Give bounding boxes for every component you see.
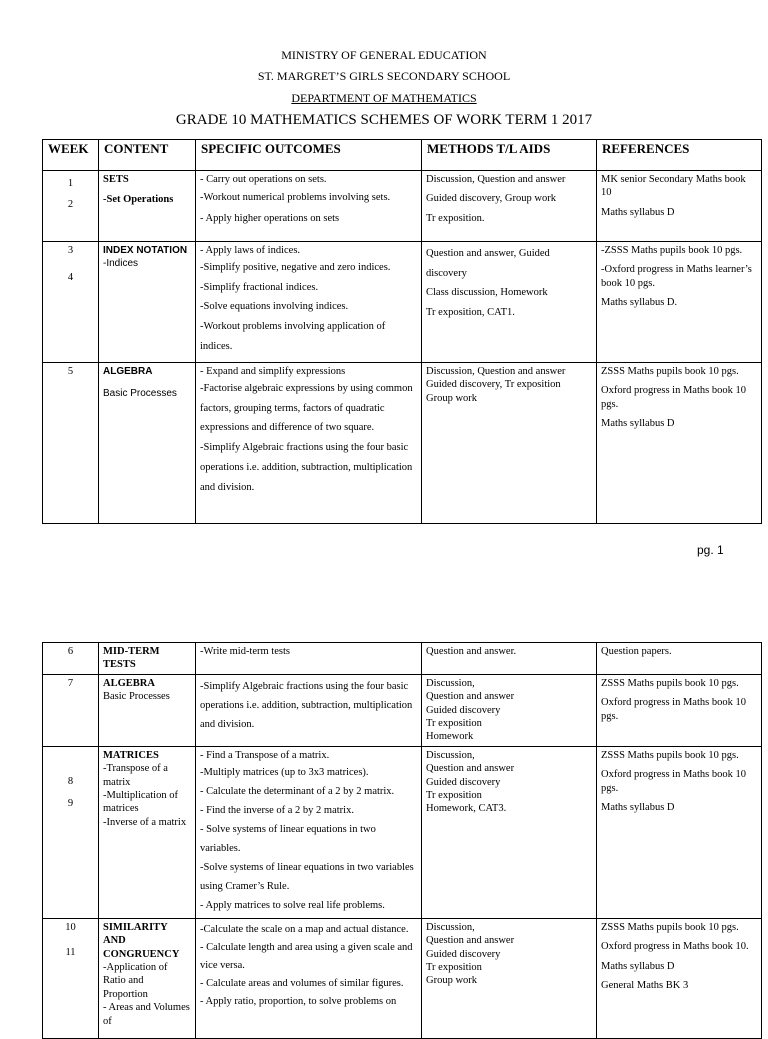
outcome-item: - Find the inverse of a 2 by 2 matrix. <box>200 804 354 816</box>
outcome-item: - Calculate the determinant of a 2 by 2 matrix. <box>200 785 395 797</box>
week-number: 9 <box>67 798 74 810</box>
table-row-mid-term <box>43 643 762 675</box>
outcome-item: -Simplify positive, negative and zero indices. <box>200 262 391 273</box>
methods-cell <box>422 363 597 524</box>
week-number: 3 <box>67 245 74 256</box>
week-cell <box>43 171 99 242</box>
references-cell <box>597 674 762 746</box>
outcome-item: -Workout numerical problems involving sets. <box>200 192 391 203</box>
reference-item: ZSSS Maths pupils book 10 pgs. <box>601 921 739 933</box>
col-header-content: CONTENT <box>99 140 196 171</box>
references-cell <box>597 363 762 524</box>
week-number: 6 <box>67 646 74 657</box>
method-item: Discussion, <box>426 921 475 933</box>
reference-item: -Oxford progress in Maths learner’s book 10 pgs. <box>601 264 752 289</box>
week-number: 5 <box>67 366 74 377</box>
reference-item: Question papers. <box>601 646 672 657</box>
reference-item: Oxford progress in Maths book 10 pgs. <box>601 769 746 794</box>
methods-cell <box>422 918 597 1038</box>
references-cell <box>597 746 762 918</box>
page-number: pg. 1 <box>697 543 724 557</box>
content-title: ALGEBRA <box>103 677 155 689</box>
methods-cell <box>422 674 597 746</box>
method-item: Tr exposition <box>426 718 482 730</box>
content-subtitle: -Inverse of a matrix <box>103 816 187 828</box>
methods-cell <box>422 171 597 242</box>
content-subtitle: -Transpose of a matrix <box>103 763 168 788</box>
col-header-methods: METHODS T/L AIDS <box>422 140 597 171</box>
content-cell <box>99 918 196 1038</box>
method-item: Discussion, <box>426 749 475 761</box>
outcome-item: - Calculate areas and volumes of similar figures. <box>200 977 404 989</box>
week-cell <box>43 918 99 1038</box>
method-item: Tr exposition, CAT1. <box>426 307 515 319</box>
reference-item: -ZSSS Maths pupils book 10 pgs. <box>601 245 743 256</box>
content-title: SETS <box>103 174 129 185</box>
reference-item: Oxford progress in Maths book 10. <box>601 941 749 953</box>
outcome-item: -Factorise algebraic expressions by using common factors, grouping terms, factors of quadratic expressions and difference of two square. <box>200 383 413 434</box>
reference-item: MK senior Secondary Maths book 10 <box>601 174 746 199</box>
reference-item: General Maths BK 3 <box>601 980 689 992</box>
method-item: Question and answer, Guided discovery <box>426 248 550 279</box>
method-item: Class discussion, Homework <box>426 287 548 299</box>
method-item: Homework <box>426 731 474 743</box>
outcome-item: - Expand and simplify expressions <box>200 366 346 377</box>
method-item: Tr exposition <box>426 790 482 802</box>
week-number: 8 <box>67 775 74 787</box>
outcome-item: -Multiply matrices (up to 3x3 matrices). <box>200 766 369 778</box>
method-item: Homework, CAT3. <box>426 803 507 815</box>
department-heading <box>0 91 768 106</box>
week-cell <box>43 363 99 524</box>
content-title: ALGEBRA <box>103 366 153 377</box>
reference-item: Maths syllabus D <box>601 960 675 972</box>
outcomes-cell <box>196 363 422 524</box>
table-header-row <box>43 140 762 171</box>
outcome-item: - Find a Transpose of a matrix. <box>200 749 330 761</box>
week-cell <box>43 674 99 746</box>
content-cell <box>99 242 196 363</box>
reference-item: Oxford progress in Maths book 10 pgs. <box>601 385 746 410</box>
content-subtitle: Basic Processes <box>103 388 177 400</box>
col-header-references: REFERENCES <box>597 140 762 171</box>
outcome-item: - Solve systems of linear equations in two variables. <box>200 823 376 854</box>
table-row-similarity <box>43 918 762 1038</box>
table-row-matrices <box>43 746 762 918</box>
reference-item: Maths syllabus D. <box>601 297 678 309</box>
method-item: Group work <box>426 392 478 404</box>
outcome-item: -Write mid-term tests <box>200 646 290 657</box>
content-cell <box>99 171 196 242</box>
reference-item: ZSSS Maths pupils book 10 pgs. <box>601 749 739 761</box>
content-title: MATRICES <box>103 749 159 761</box>
outcome-item: -Solve systems of linear equations in two variables using Cramer’s Rule. <box>200 861 414 892</box>
table-row-algebra <box>43 363 762 524</box>
outcome-item: -Calculate the scale on a map and actual distance. <box>200 923 409 935</box>
content-title: INDEX NOTATION <box>103 245 188 256</box>
outcome-item: -Simplify Algebraic fractions using the four basic operations i.e. addition, subtraction, multiplication and division. <box>200 680 413 730</box>
outcomes-cell <box>196 242 422 363</box>
outcomes-cell <box>196 674 422 746</box>
method-item: Guided discovery <box>426 948 501 960</box>
reference-item: ZSSS Maths pupils book 10 pgs. <box>601 366 739 377</box>
outcome-item: - Calculate length and area using a given scale and vice versa. <box>200 941 413 971</box>
content-subtitle: Basic Processes <box>103 691 170 703</box>
method-item: Guided discovery, Tr exposition <box>426 379 561 391</box>
content-title: MID-TERM TESTS <box>103 646 160 671</box>
reference-item: Maths syllabus D <box>601 802 675 814</box>
week-number: 4 <box>67 272 74 284</box>
method-item: Question and answer <box>426 763 515 775</box>
content-subtitle: -Indices <box>103 258 139 270</box>
method-item: Guided discovery <box>426 704 501 716</box>
references-cell <box>597 918 762 1038</box>
content-subtitle: -Application of Ratio and Proportion <box>103 962 168 1000</box>
content-cell <box>99 363 196 524</box>
outcome-item: -Simplify Algebraic fractions using the four basic operations i.e. addition, subtraction, multiplication and division. <box>200 442 413 493</box>
methods-cell <box>422 242 597 363</box>
references-cell <box>597 242 762 363</box>
reference-item: Maths syllabus D <box>601 206 675 218</box>
method-item: Discussion, Question and answer <box>426 174 566 185</box>
week-cell <box>43 242 99 363</box>
col-header-outcomes: SPECIFIC OUTCOMES <box>196 140 422 171</box>
outcome-item: - Carry out operations on sets. <box>200 174 327 185</box>
col-header-week: WEEK <box>43 140 99 171</box>
outcome-item: - Apply higher operations on sets <box>200 213 340 224</box>
week-number: 2 <box>67 199 74 211</box>
content-subtitle: -Set Operations <box>103 194 174 206</box>
outcome-item: - Apply laws of indices. <box>200 245 301 256</box>
content-cell <box>99 643 196 675</box>
week-number: 7 <box>67 677 74 689</box>
week-number: 1 <box>67 178 74 189</box>
school-heading: ST. MARGRET’S GIRLS SECONDARY SCHOOL <box>257 69 511 83</box>
scheme-table-page-1 <box>42 139 762 524</box>
method-item: Guided discovery, Group work <box>426 193 556 205</box>
table-row-sets <box>43 171 762 242</box>
method-item: Tr exposition <box>426 962 482 974</box>
outcome-item: - Apply ratio, proportion, to solve problems on <box>200 995 397 1007</box>
content-subtitle: - Areas and Volumes of <box>103 1002 190 1027</box>
outcomes-cell <box>196 171 422 242</box>
references-cell <box>597 643 762 675</box>
table-row-index-notation <box>43 242 762 363</box>
week-cell <box>43 643 99 675</box>
method-item: Tr exposition. <box>426 212 485 224</box>
method-item: Discussion, <box>426 677 475 689</box>
methods-cell <box>422 643 597 675</box>
outcome-item: -Solve equations involving indices. <box>200 301 349 313</box>
outcome-item: - Apply matrices to solve real life problems. <box>200 899 385 911</box>
references-cell <box>597 171 762 242</box>
department-text: DEPARTMENT OF MATHEMATICS <box>291 91 477 105</box>
outcomes-cell <box>196 918 422 1038</box>
week-cell <box>43 746 99 918</box>
reference-item: Maths syllabus D <box>601 418 675 430</box>
outcome-item: -Workout problems involving application of indices. <box>200 321 386 352</box>
reference-item: Oxford progress in Maths book 10 pgs. <box>601 697 746 722</box>
method-item: Question and answer <box>426 691 515 703</box>
week-number: 11 <box>65 947 76 959</box>
method-item: Question and answer. <box>426 646 517 657</box>
content-cell <box>99 746 196 918</box>
table-row-algebra-wk7 <box>43 674 762 746</box>
method-item: Discussion, Question and answer <box>426 366 566 377</box>
method-item: Guided discovery <box>426 776 501 788</box>
scheme-table-page-2 <box>42 642 762 1039</box>
method-item: Group work <box>426 975 478 987</box>
content-title: SIMILARITY AND CONGRUENCY <box>103 921 180 960</box>
outcomes-cell <box>196 746 422 918</box>
content-subtitle: -Multiplication of matrices <box>103 790 178 815</box>
content-cell <box>99 674 196 746</box>
week-number: 10 <box>65 921 76 933</box>
methods-cell <box>422 746 597 918</box>
method-item: Question and answer <box>426 935 515 947</box>
document-title: GRADE 10 MATHEMATICS SCHEMES OF WORK TERM 1 2017 <box>175 112 593 128</box>
reference-item: ZSSS Maths pupils book 10 pgs. <box>601 677 739 689</box>
outcomes-cell <box>196 643 422 675</box>
outcome-item: -Simplify fractional indices. <box>200 281 319 293</box>
ministry-heading: MINISTRY OF GENERAL EDUCATION <box>281 48 487 62</box>
